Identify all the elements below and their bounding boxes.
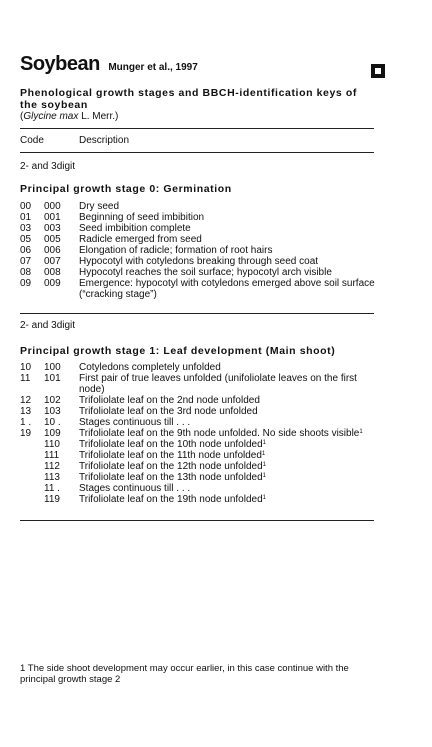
cell-description: Trifoliolate leaf on the 11th node unfolded$^1$ [79,450,266,461]
header-rule-bottom [20,152,374,153]
cell-code-2digit [20,450,44,461]
cell-code-3digit: 102 [44,395,61,406]
cell-code-2digit: 12 [20,395,32,406]
cell-code-2digit: 01 [20,212,32,223]
footnote-ref: 1 [262,462,266,468]
table-row [20,417,379,428]
table-row [20,450,379,461]
table-row [20,439,379,450]
cell-code-2digit: 00 [20,201,32,212]
species-name: (Glycine max L. Merr.) [20,111,119,122]
footnote-text: The side shoot development may occur earlier, in this case continue with the principal growth stage 2 [20,663,349,685]
cell-code-2digit: 09 [20,278,32,289]
cell-description: Elongation of radicle; formation of root hairs [79,245,273,256]
cell-description: First pair of true leaves unfolded (unifoliolate leaves on the first node) [79,373,357,395]
table-row [20,494,379,505]
cell-code-3digit: 101 [44,373,61,384]
cell-code-3digit: 008 [44,267,61,278]
table-row [20,223,379,234]
footnote-ref: 1 [261,451,266,457]
cell-description: Seed imbibition complete [79,223,191,234]
cell-code-2digit: 07 [20,256,32,267]
table-row [20,234,379,245]
cell-code-2digit: 06 [20,245,32,256]
cell-code-3digit: 006 [44,245,61,256]
cell-code-2digit [20,439,44,450]
footnote-ref: 1 [359,429,363,435]
stage1-title: Principal growth stage 1: Leaf development (Main shoot) [20,345,336,357]
footnote-ref: 1 [262,473,266,479]
cell-description: Hypocotyl reaches the soil surface; hypocotyl arch visible [79,267,332,278]
cell-code-2digit [20,472,44,483]
crop-name: Soybean [20,53,100,75]
table-row [20,373,379,395]
cell-code-3digit: 103 [44,406,61,417]
document-title [20,53,198,76]
cell-description: Hypocotyl with cotyledons breaking through seed coat [79,256,319,267]
cell-code-3digit: 003 [44,223,61,234]
cell-code-3digit: 109 [44,428,61,439]
stage1-digit-label: 2- and 3digit [20,320,76,331]
cell-code-2digit: 1 . [20,417,32,428]
header-rule-top [20,128,374,129]
cell-description: Emergence: hypocotyl with cotyledons emerged above soil surface (“cracking stage”) [79,278,375,300]
table-row [20,362,379,373]
cell-code-2digit: 19 [20,428,32,439]
section-marker-icon [371,64,385,78]
footnote-ref: 1 [262,440,266,446]
table-row [20,406,379,417]
cell-code-2digit [20,483,44,494]
table-row [20,212,379,223]
cell-code-3digit: 11 . [44,483,60,494]
cell-code-2digit: 11 [20,373,31,384]
cell-description: Beginning of seed imbibition [79,212,205,223]
stage0-table [20,201,379,300]
cell-description: Stages continuous till . . . [79,417,191,428]
cell-code-2digit [20,494,44,505]
footnote-mark: 1 [20,663,26,674]
page-heading: Phenological growth stages and BBCH-identification keys of the soybean [20,87,358,111]
cell-code-2digit [20,461,44,472]
table-row [20,256,379,267]
table-row [20,201,379,212]
cell-description: Trifoliolate leaf on the 9th node unfolded. No side shoots visible$^1$ [79,428,363,439]
cell-description: Cotyledons completely unfolded [79,362,221,373]
cell-description: Trifoliolate leaf on the 19th node unfolded$^1$ [79,494,266,505]
cell-code-3digit: 112 [44,461,60,472]
cell-code-2digit: 13 [20,406,32,417]
cell-code-3digit: 100 [44,362,61,373]
cell-code-3digit: 110 [44,439,60,450]
latin-name: Glycine max [23,111,79,122]
stage0-digit-label: 2- and 3digit [20,161,76,172]
cell-description: Trifoliolate leaf on the 12th node unfolded$^1$ [79,461,266,472]
cell-code-2digit: 10 [20,362,32,373]
table-row [20,428,379,439]
cell-description: Trifoliolate leaf on the 13th node unfolded$^1$ [79,472,266,483]
cell-description: Trifoliolate leaf on the 2nd node unfolded [79,395,260,406]
cell-code-3digit: 113 [44,472,60,483]
cell-code-3digit: 005 [44,234,61,245]
table-row [20,245,379,256]
cell-description: Radicle emerged from seed [79,234,202,245]
cell-description: Stages continuous till . . . [79,483,191,494]
cell-description: Dry seed [79,201,120,212]
stage1-table [20,362,379,505]
footnote [20,663,370,685]
cell-code-3digit: 000 [44,201,61,212]
cell-code-3digit: 009 [44,278,61,289]
cell-code-3digit: 119 [44,494,60,505]
table-row [20,395,379,406]
cell-code-3digit: 001 [44,212,61,223]
cell-code-2digit: 08 [20,267,32,278]
cell-description: Trifoliolate leaf on the 3rd node unfolded [79,406,258,417]
cell-code-2digit: 05 [20,234,32,245]
citation: Munger et al., 1997 [108,62,198,73]
cell-code-3digit: 007 [44,256,61,267]
stage0-rule [20,313,374,314]
cell-description: Trifoliolate leaf on the 10th node unfolded$^1$ [79,439,266,450]
stage0-title: Principal growth stage 0: Germination [20,183,232,195]
stage1-rule [20,520,374,521]
table-row [20,461,379,472]
table-row [20,472,379,483]
cell-code-3digit: 111 [44,450,60,461]
table-row [20,483,379,494]
cell-code-2digit: 03 [20,223,32,234]
cell-code-3digit: 10 . [44,417,61,428]
column-header-code: Code [20,135,44,146]
footnote-ref: 1 [262,495,266,501]
table-row [20,267,379,278]
table-row [20,278,379,300]
column-header-description: Description [79,135,130,146]
